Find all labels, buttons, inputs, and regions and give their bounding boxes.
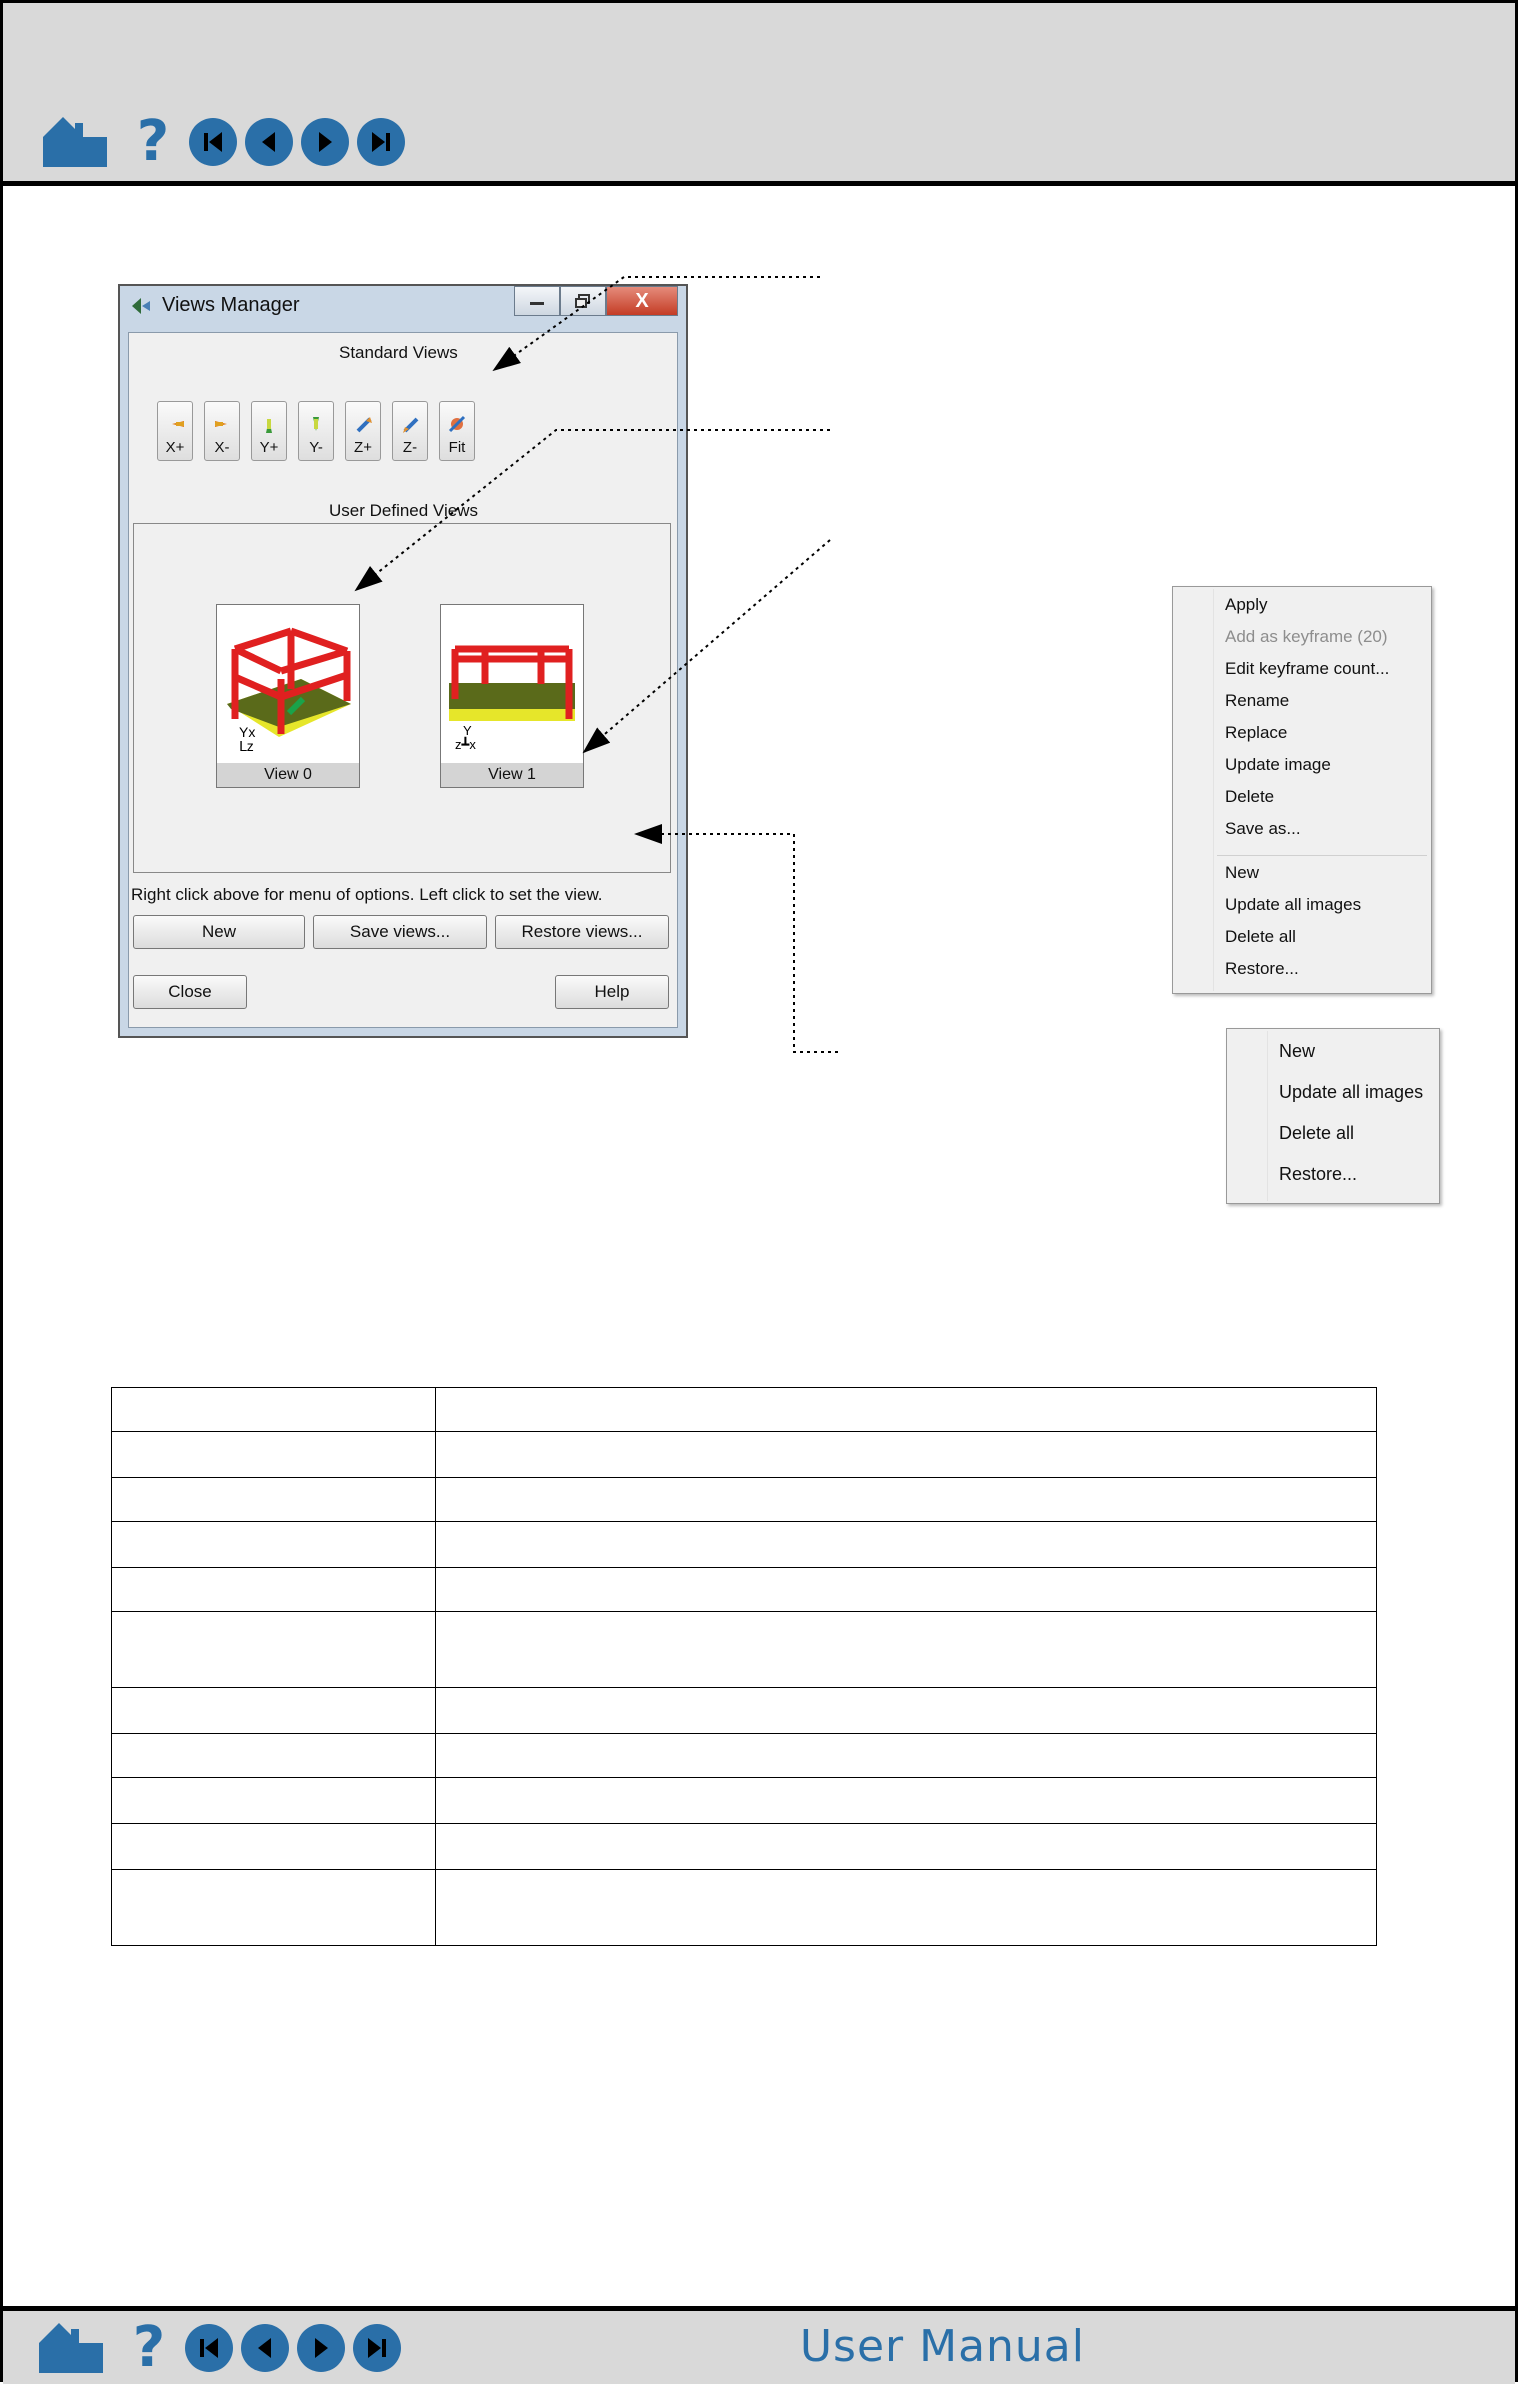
view-x-minus-label: X-	[214, 439, 230, 456]
save-views-button[interactable]: Save views...	[313, 915, 487, 949]
table-cell-description	[436, 1734, 1377, 1778]
table-row	[112, 1824, 1377, 1870]
view-menu-item-apply[interactable]: Apply	[1225, 595, 1268, 614]
table-cell-term	[112, 1824, 436, 1870]
table-cell-description	[436, 1778, 1377, 1824]
table-row	[112, 1522, 1377, 1568]
table-row	[112, 1432, 1377, 1478]
view-menu-item-new[interactable]: New	[1225, 863, 1260, 882]
new-view-button[interactable]: New	[133, 915, 305, 949]
top-nav-icons	[41, 109, 413, 174]
window-title-bar	[130, 294, 299, 317]
minimize-button[interactable]	[514, 286, 560, 316]
bottom-navigation-bar	[3, 2306, 1515, 2384]
table-cell-description	[436, 1870, 1377, 1946]
next-page-icon[interactable]	[301, 118, 349, 166]
window-controls	[514, 286, 678, 316]
first-page-icon[interactable]	[185, 2324, 233, 2372]
view-menu-item-delete-all[interactable]: Delete all	[1225, 927, 1296, 946]
view-0-label: View 0	[217, 763, 359, 787]
view-menu-item-rename[interactable]: Rename	[1225, 691, 1290, 710]
table-row	[112, 1612, 1377, 1688]
restore-button[interactable]	[560, 286, 606, 316]
table-cell-description	[436, 1432, 1377, 1478]
table-row	[112, 1734, 1377, 1778]
view-z-plus-label: Z+	[354, 439, 372, 456]
view-y-minus-label: Y-	[309, 439, 323, 456]
view-x-minus-button[interactable]	[204, 401, 240, 461]
table-cell-description	[436, 1478, 1377, 1522]
view-menu-item-update-image[interactable]: Update image	[1225, 755, 1331, 774]
view-menu-item-add-as-keyframe-20: Add as keyframe (20)	[1225, 627, 1388, 646]
menu-gutter	[1267, 1031, 1268, 1201]
menu-separator	[1217, 855, 1427, 856]
view-menu-item-replace[interactable]: Replace	[1225, 723, 1288, 742]
hint-text: Right click above for menu of options. Left click to set the view.	[131, 885, 603, 904]
home-icon[interactable]	[37, 2321, 105, 2375]
x-plus-arrow-icon	[164, 413, 186, 435]
previous-page-icon[interactable]	[245, 118, 293, 166]
table-cell-term	[112, 1778, 436, 1824]
first-page-icon[interactable]	[189, 118, 237, 166]
view-x-plus-button[interactable]	[157, 401, 193, 461]
view-menu-item-restore[interactable]: Restore...	[1225, 959, 1299, 978]
view-thumbnail-1[interactable]	[440, 604, 584, 788]
table-row	[112, 1778, 1377, 1824]
z-minus-arrow-icon	[399, 413, 421, 435]
help-button[interactable]: Help	[555, 975, 669, 1009]
view-z-plus-button[interactable]	[345, 401, 381, 461]
table-row	[112, 1388, 1377, 1432]
table-cell-term	[112, 1522, 436, 1568]
table-cell-term	[112, 1612, 436, 1688]
view-x-plus-label: X+	[165, 439, 185, 456]
restore-icon	[575, 294, 591, 308]
fit-arrow-icon	[446, 413, 468, 435]
description-table	[111, 1387, 1377, 1946]
table-cell-term	[112, 1688, 436, 1734]
svg-text:Yx: Yx	[239, 724, 256, 740]
view-1-image	[445, 609, 579, 759]
table-cell-description	[436, 1824, 1377, 1870]
user-defined-views-area[interactable]	[133, 523, 671, 873]
table-cell-term	[112, 1870, 436, 1946]
help-icon[interactable]: ?	[136, 109, 170, 174]
table-cell-term	[112, 1478, 436, 1522]
view-fit-label: Fit	[448, 439, 466, 456]
view-fit-button[interactable]	[439, 401, 475, 461]
view-y-plus-label: Y+	[259, 439, 279, 456]
close-button[interactable]	[606, 286, 678, 316]
standard-views-label: Standard Views	[339, 343, 458, 362]
x-minus-arrow-icon	[211, 413, 233, 435]
table-row	[112, 1870, 1377, 1946]
z-plus-arrow-icon	[352, 413, 374, 435]
view-menu-item-update-all-images[interactable]: Update all images	[1225, 895, 1362, 914]
view-z-minus-label: Z-	[402, 439, 418, 456]
background-menu-item-new[interactable]: New	[1279, 1041, 1316, 1061]
table-cell-term	[112, 1734, 436, 1778]
view-menu-item-save-as[interactable]: Save as...	[1225, 819, 1301, 838]
menu-gutter	[1213, 589, 1214, 991]
table-cell-description	[436, 1568, 1377, 1612]
table-cell-description	[436, 1522, 1377, 1568]
view-menu-item-edit-keyframe-count[interactable]: Edit keyframe count...	[1225, 659, 1390, 678]
user-manual-label: User Manual	[799, 2321, 1085, 2372]
table-cell-description	[436, 1388, 1377, 1432]
y-plus-arrow-icon	[258, 413, 280, 435]
window-title: Views Manager	[162, 294, 300, 316]
table-cell-term	[112, 1568, 436, 1612]
background-menu-item-update-all-images[interactable]: Update all images	[1279, 1082, 1424, 1102]
window-client-area	[128, 332, 678, 1028]
help-icon[interactable]: ?	[132, 2315, 166, 2380]
view-z-minus-button[interactable]	[392, 401, 428, 461]
minimize-icon	[529, 296, 545, 306]
background-context-menu	[1226, 1028, 1440, 1204]
svg-text:z┻x: z┻x	[455, 737, 476, 752]
last-page-icon[interactable]	[353, 2324, 401, 2372]
view-0-image	[221, 609, 355, 759]
close-icon: X	[635, 289, 649, 312]
view-thumbnail-0[interactable]	[216, 604, 360, 788]
table-cell-term	[112, 1388, 436, 1432]
restore-views-button[interactable]: Restore views...	[495, 915, 669, 949]
next-page-icon[interactable]	[297, 2324, 345, 2372]
view-y-plus-button[interactable]	[251, 401, 287, 461]
previous-page-icon[interactable]	[241, 2324, 289, 2372]
svg-text:ᒪz: ᒪz	[239, 738, 254, 754]
home-icon[interactable]	[41, 115, 109, 169]
table-row	[112, 1478, 1377, 1522]
table-row	[112, 1568, 1377, 1612]
last-page-icon[interactable]	[357, 118, 405, 166]
bottom-nav-icons	[37, 2315, 409, 2380]
top-navigation-bar	[3, 3, 1515, 186]
view-menu-item-delete[interactable]: Delete	[1225, 787, 1275, 806]
background-menu-item-delete-all[interactable]: Delete all	[1279, 1123, 1355, 1143]
table-cell-description	[436, 1688, 1377, 1734]
table-cell-term	[112, 1432, 436, 1478]
close-dialog-button[interactable]: Close	[133, 975, 247, 1009]
background-menu-item-restore[interactable]: Restore...	[1279, 1164, 1358, 1184]
views-manager-window	[118, 284, 688, 1038]
table-row	[112, 1688, 1377, 1734]
svg-text:Y: Y	[463, 723, 472, 738]
table-cell-description	[436, 1612, 1377, 1688]
view-1-label: View 1	[441, 763, 583, 787]
view-context-menu	[1172, 586, 1432, 994]
view-y-minus-button[interactable]	[298, 401, 334, 461]
user-defined-views-label: User Defined Views	[329, 501, 478, 520]
app-icon	[130, 295, 152, 317]
y-minus-arrow-icon	[305, 413, 327, 435]
